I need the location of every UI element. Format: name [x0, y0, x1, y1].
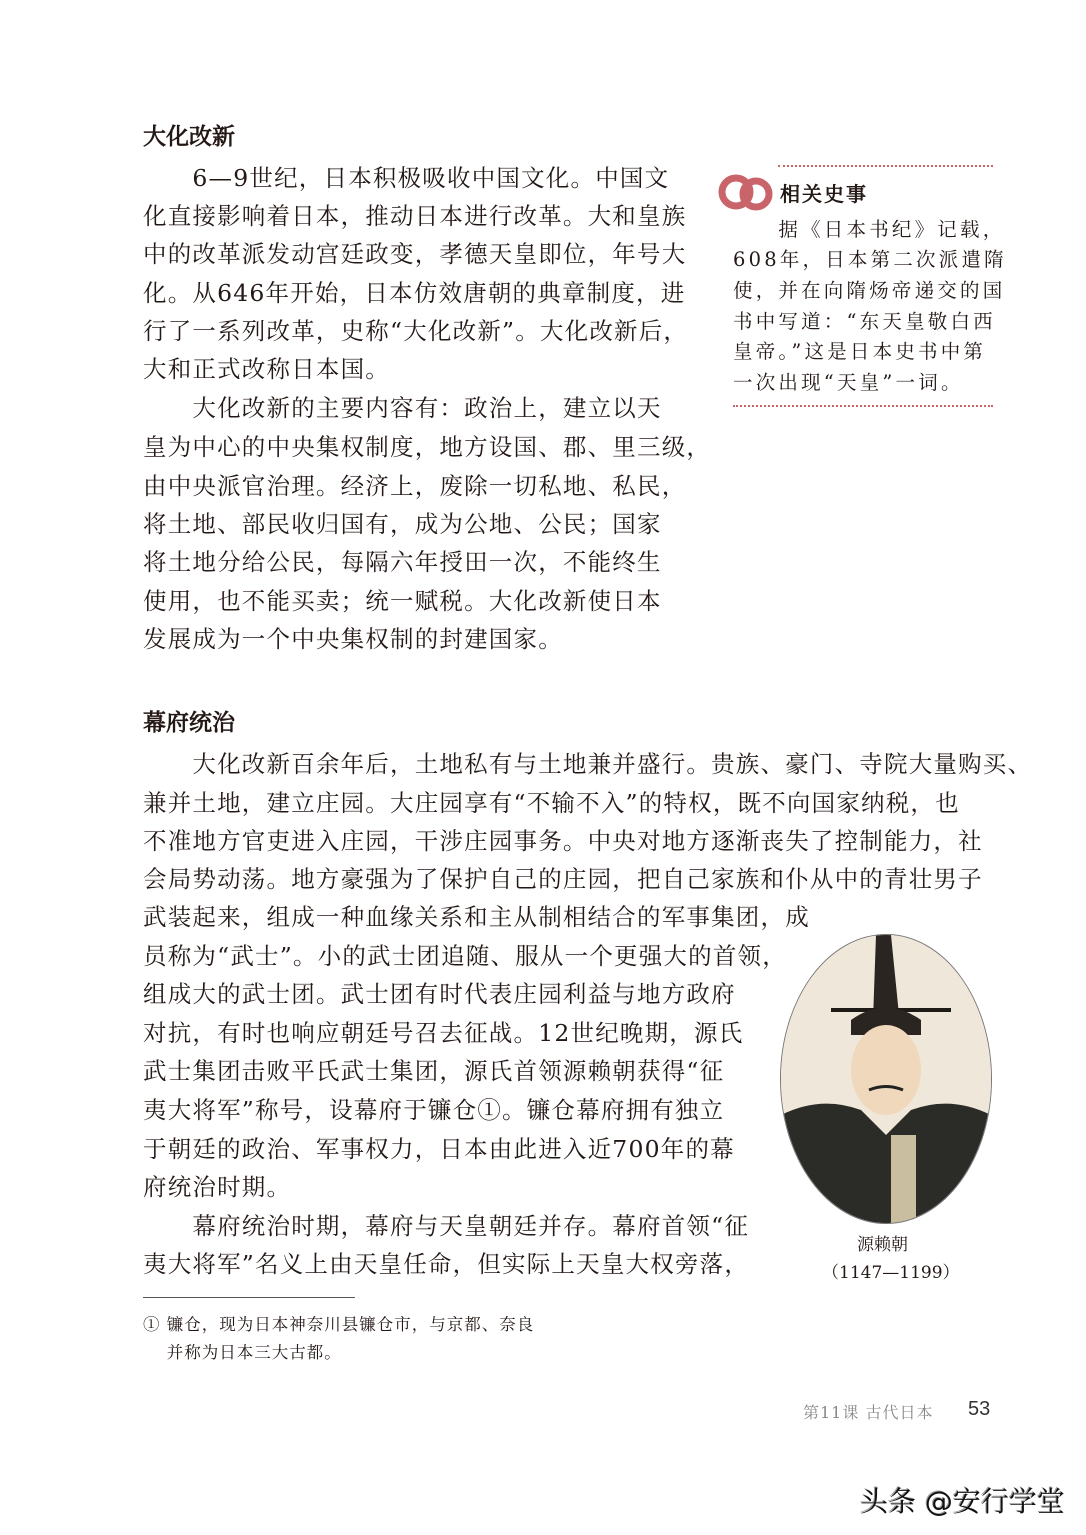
text-line: 发展成为一个中央集权制的封建国家。 — [143, 625, 563, 653]
text-line: 于朝廷的政治、军事权力，日本由此进入近700年的幕 — [143, 1135, 735, 1163]
sidebar-top-divider — [778, 165, 993, 167]
text-line: 将土地分给公民，每隔六年授田一次，不能终生 — [143, 548, 662, 576]
text-line: 武装起来，组成一种血缘关系和主从制相结合的军事集团，成 — [143, 903, 810, 931]
text-line: 大化改新的主要内容有：政治上，建立以天 — [143, 394, 662, 422]
text-line: 608年，日本第二次派遣隋 — [733, 248, 1007, 271]
text-line: 组成大的武士团。武士团有时代表庄园利益与地方政府 — [143, 980, 736, 1008]
text-line: 武士集团击败平氏武士集团，源氏首领源赖朝获得“征 — [143, 1057, 725, 1085]
text-line: 使，并在向隋炀帝递交的国 — [733, 279, 1006, 302]
portrait-minamoto-no-yoritomo — [780, 934, 992, 1224]
text-line: 化直接影响着日本，推动日本进行改革。大和皇族 — [143, 202, 687, 230]
section-heading-shogunate: 幕府统治 — [143, 710, 235, 736]
footnote-line: 并称为日本三大古都。 — [143, 1343, 342, 1362]
section-heading-taika-reform: 大化改新 — [143, 124, 235, 150]
text-line: 将土地、部民收归国有，成为公地、公民；国家 — [143, 510, 662, 538]
text-line: 6—9世纪，日本积极吸收中国文化。中国文 — [143, 164, 670, 192]
text-line: 书中写道：“东天皇敬白西 — [733, 310, 996, 333]
text-line: 化。从646年开始，日本仿效唐朝的典章制度，进 — [143, 279, 686, 307]
text-line: 大化改新百余年后，土地私有与土地兼并盛行。贵族、豪门、寺院大量购买、 — [143, 750, 1033, 778]
lesson-footer: 第11课 古代日本 — [803, 1403, 934, 1422]
text-line: 府统治时期。 — [143, 1173, 292, 1201]
text-line: 员称为“武士”。小的武士团追随、服从一个更强大的首领， — [143, 942, 787, 970]
footnote-line: ① 镰仓，现为日本神奈川县镰仓市，与京都、奈良 — [143, 1315, 535, 1334]
text-line: 中的改革派发动宫廷政变，孝德天皇即位，年号大 — [143, 240, 687, 268]
text-line: 夷大将军”名义上由天皇任命，但实际上天皇大权旁落， — [143, 1250, 750, 1278]
text-line: 对抗，有时也响应朝廷号召去征战。12世纪晚期，源氏 — [143, 1019, 744, 1047]
text-line: 皇为中心的中央集权制度，地方设国、郡、里三级， — [143, 433, 712, 461]
watermark: 头条 @安行学堂 — [860, 1485, 1065, 1518]
footnote-divider — [143, 1297, 355, 1298]
portrait-years: （1147—1199） — [822, 1263, 960, 1283]
text-line: 幕府统治时期，幕府与天皇朝廷并存。幕府首领“征 — [143, 1212, 750, 1240]
text-line: 兼并土地，建立庄园。大庄园享有“不输不入”的特权，既不向国家纳税，也 — [143, 789, 960, 817]
swirl-icon — [718, 168, 774, 218]
text-line: 大和正式改称日本国。 — [143, 355, 390, 383]
sidebar-title: 相关史事 — [780, 182, 868, 206]
text-line: 据《日本书纪》记载， — [733, 218, 1006, 241]
text-line: 由中央派官治理。经济上，废除一切私地、私民， — [143, 472, 687, 500]
text-line: 使用，也不能买卖；统一赋税。大化改新使日本 — [143, 587, 662, 615]
text-line: 不准地方官吏进入庄园，干涉庄园事务。中央对地方逐渐丧失了控制能力，社 — [143, 827, 983, 855]
portrait-caption: 源赖朝 — [857, 1235, 908, 1255]
text-line: 夷大将军”称号，设幕府于镰仓①。镰仓幕府拥有独立 — [143, 1096, 725, 1124]
text-line: 会局势动荡。地方豪强为了保护自己的庄园，把自己家族和仆从中的青壮男子 — [143, 865, 983, 893]
text-line: 一次出现“天皇”一词。 — [733, 371, 964, 394]
text-line: 皇帝。”这是日本史书中第 — [733, 340, 987, 363]
page-number: 53 — [968, 1398, 991, 1420]
text-line: 行了一系列改革，史称“大化改新”。大化改新后， — [143, 317, 689, 345]
sidebar-bottom-divider — [733, 405, 993, 407]
